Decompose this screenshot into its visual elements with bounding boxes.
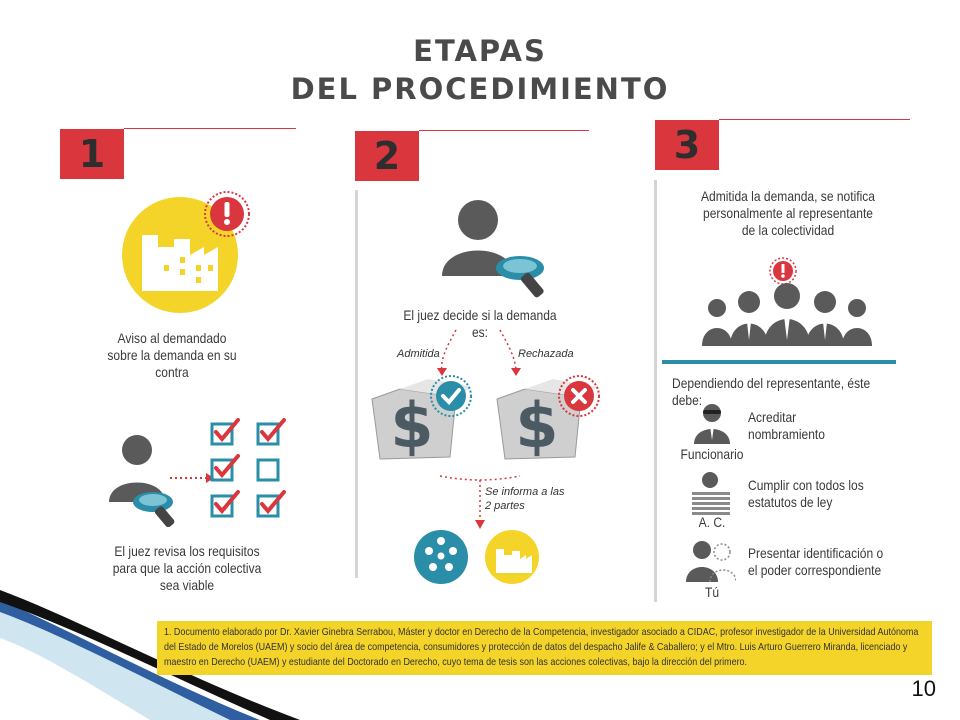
title-line-1: ETAPAS: [413, 34, 547, 68]
se-informa-label: Se informa a las 2 partes: [485, 486, 565, 512]
checklist-icon: [208, 418, 298, 528]
role-tu-desc: Presentar identificación o el poder correspondiente: [748, 545, 884, 578]
admitida-label: Admitida: [397, 348, 440, 360]
step-1-rule: [124, 128, 296, 129]
svg-text:$: $: [515, 389, 559, 462]
step-number-2: 2: [355, 131, 419, 181]
factory-small-icon: [482, 527, 542, 587]
role-ac-label: A. C.: [698, 514, 726, 530]
col3-divider: [654, 180, 657, 602]
footnote-text: 1. Documento elaborado por Dr. Xavier Ginebra Serrabou, Máster y doctor en Derecho de la Competencia, investigador asociado a CIDAC, profesor investigador de la Universidad Autónoma del Estado de Morelos (UAEM) y socio del área de competencia, consumidores y protección de datos del despacho Jalife & Caballero; y el Mtro. Luis Arturo Guerrero Miranda, licenciado y maestro en Derecho (UAEM) y estudiante del Doctorado en Derecho, cuyo tema de tesis son las acciones colectivas, bajo la dirección del primero.: [163, 627, 919, 668]
judge-decide-icon: [438, 196, 558, 306]
step-2-rule: [419, 130, 589, 131]
svg-text:$: $: [390, 389, 434, 462]
footnote-box: [157, 621, 932, 675]
collective-group-icon: [702, 282, 872, 350]
group-circle-icon: [411, 527, 471, 587]
x-circle-icon: [556, 373, 602, 419]
notifica-caption: Admitida la demanda, se notifica personalmente al representante de la colectividad: [700, 188, 876, 238]
rechazada-label: Rechazada: [518, 348, 574, 360]
alert-icon: [202, 189, 252, 239]
step-3-rule: [719, 119, 910, 120]
role-ac-desc: Cumplir con todos los estatutos de ley: [748, 477, 864, 510]
dependiendo-caption: Dependiendo del representante, éste debe:: [672, 375, 871, 408]
official-icon: [692, 402, 732, 444]
role-funcionario-desc: Acreditar nombramiento: [748, 409, 825, 442]
title-line-2: DEL PROCEDIMIENTO: [290, 72, 670, 106]
role-funcionario-label: Funcionario: [680, 446, 744, 462]
page-number: 10: [911, 676, 936, 701]
role-tu-label: Tú: [704, 584, 720, 600]
col2-divider: [355, 190, 358, 578]
juez-decide-caption: El juez decide si la demanda es:: [403, 307, 557, 340]
juez-revisa-caption: El juez revisa los requisitos para que la acción colectiva sea viable: [112, 543, 262, 593]
step-number-3: 3: [655, 120, 719, 170]
col3-teal-rule: [662, 360, 896, 364]
check-circle-icon: [428, 373, 474, 419]
building-group-icon: [688, 470, 734, 516]
person-id-icon: [684, 538, 736, 582]
aviso-caption: Aviso al demandado sobre la demanda en su contra: [107, 330, 237, 380]
step-number-1: 1: [60, 129, 124, 179]
decision-arrows-icon: [420, 328, 540, 378]
